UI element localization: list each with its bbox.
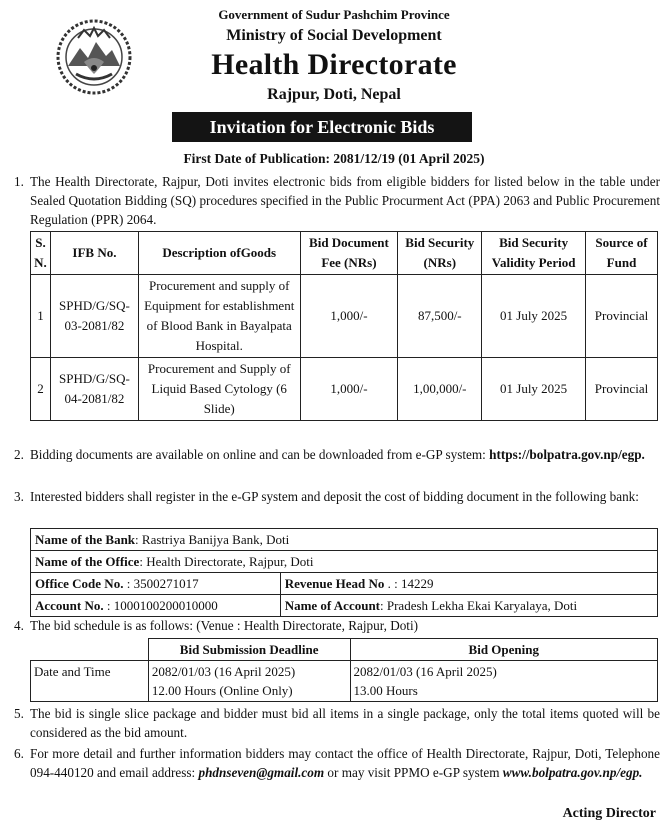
header-bid-security: Bid Security (NRs)	[398, 232, 482, 275]
bid-schedule-table	[30, 638, 658, 702]
paragraph-text: Interested bidders shall register in the e-GP system and deposit the cost of bidding document in the following bank:	[30, 489, 639, 504]
cell-validity-period: 01 July 2025	[482, 275, 586, 358]
email-link[interactable]: phdnseven@gmail.com	[198, 765, 325, 780]
ministry-title: Ministry of Social Development	[226, 27, 442, 44]
cell-document-fee: 1,000/-	[300, 358, 398, 421]
cell-bid-security: 87,500/-	[398, 275, 482, 358]
table-row	[31, 529, 658, 551]
bank-name-value: : Rastriya Banijya Bank, Doti	[135, 532, 290, 547]
opening-time: 13.00 Hours	[353, 683, 418, 698]
submission-date: 2082/01/03 (16 April 2025)	[151, 664, 296, 679]
submission-time: 12.00 Hours (Online Only)	[151, 683, 293, 698]
signatory-title: Acting Director	[562, 806, 656, 821]
bank-details-table	[30, 528, 658, 617]
cell-ifb-no: SPHD/G/SQ-03-2081/82	[50, 275, 138, 358]
paragraph-text: Bidding documents are available on online and can be downloaded from e-GP system:	[30, 447, 490, 462]
table-row	[31, 595, 658, 617]
paragraph-text: The Health Directorate, Rajpur, Doti invites electronic bids from eligible bidders for listed below in the table under Sealed Quotation Bidding (SQ) procedures specified in the Public Procurment Act (PPA) 2063 and Public Procurement Regulation (PPR) 2064.	[30, 174, 660, 227]
row-label: Date and Time	[31, 661, 149, 702]
paragraph-number: 5.	[14, 706, 24, 721]
paragraph-text: For more detail and further information bidders may contact the office of Health Directorate, Rajpur, Doti, Telephone 094-440120 and email address:	[30, 746, 660, 780]
cell-sn: 2	[31, 358, 51, 421]
cell-bid-security: 1,00,000/-	[398, 358, 482, 421]
header-submission-deadline: Bid Submission Deadline	[148, 639, 350, 661]
cell-ifb-no: SPHD/G/SQ-04-2081/82	[50, 358, 138, 421]
revenue-head-label: Revenue Head No	[284, 576, 385, 591]
header-document-fee: Bid Document Fee (NRs)	[300, 232, 398, 275]
table-row	[31, 661, 658, 702]
account-no-label: Account No.	[35, 598, 104, 613]
header-sn: S. N.	[31, 232, 51, 275]
table-row	[31, 573, 658, 595]
bank-name-label: Name of the Bank	[35, 532, 136, 547]
header-bid-opening: Bid Opening	[350, 639, 657, 661]
bid-items-table	[30, 231, 658, 421]
paragraph-4	[14, 616, 660, 635]
notice-banner: Invitation for Electronic Bids	[172, 112, 472, 142]
table-header-row	[31, 232, 658, 275]
table-row	[31, 551, 658, 573]
office-name-label: Name of the Office	[35, 554, 140, 569]
egp-link[interactable]: https://bolpatra.gov.np/egp.	[489, 447, 645, 462]
publication-date: First Date of Publication: 2081/12/19 (01 April 2025)	[183, 151, 485, 166]
table-row	[31, 358, 658, 421]
office-code-label: Office Code No.	[35, 576, 124, 591]
paragraph-text: The bid is single slice package and bidder must bid all items in a single package, only the total items quoted will be considered as the bid amount.	[30, 706, 660, 740]
paragraph-5	[14, 704, 660, 742]
revenue-head-value: . : 14229	[387, 576, 434, 591]
account-name-value: : Pradesh Lekha Ekai Karyalaya, Doti	[380, 598, 578, 613]
account-no-value: : 1000100200010000	[106, 598, 218, 613]
ppmo-link[interactable]: www.bolpatra.gov.np/egp.	[502, 765, 643, 780]
cell-source-of-fund: Provincial	[585, 358, 657, 421]
cell-sn: 1	[31, 275, 51, 358]
opening-date: 2082/01/03 (16 April 2025)	[353, 664, 497, 679]
account-name-label: Name of Account	[284, 598, 381, 613]
paragraph-2	[14, 445, 660, 464]
paragraph-number: 1.	[14, 174, 24, 189]
table-header-row	[31, 639, 658, 661]
cell-description: Procurement and Supply of Liquid Based Cytology (6 Slide)	[138, 358, 300, 421]
paragraph-number: 3.	[14, 489, 24, 504]
office-name-value: : Health Directorate, Rajpur, Doti	[139, 554, 314, 569]
paragraph-6	[14, 744, 660, 782]
paragraph-text-continued: or may visit PPMO e-GP system	[324, 765, 503, 780]
table-row	[31, 275, 658, 358]
paragraph-text: The bid schedule is as follows: (Venue : Health Directorate, Rajpur, Doti)	[30, 618, 419, 633]
header-ifb-no: IFB No.	[50, 232, 138, 275]
office-address: Rajpur, Doti, Nepal	[267, 86, 401, 103]
header-source-of-fund: Source of Fund	[585, 232, 657, 275]
office-code-value: : 3500271017	[126, 576, 199, 591]
directorate-title: Health Directorate	[211, 48, 457, 81]
cell-document-fee: 1,000/-	[300, 275, 398, 358]
paragraph-number: 2.	[14, 447, 24, 462]
paragraph-3	[14, 487, 660, 506]
cell-source-of-fund: Provincial	[585, 275, 657, 358]
cell-description: Procurement and supply of Equipment for establishment of Blood Bank in Bayalpata Hospital.	[138, 275, 300, 358]
header-description: Description ofGoods	[138, 232, 300, 275]
cell-validity-period: 01 July 2025	[482, 358, 586, 421]
header-validity-period: Bid Security Validity Period	[482, 232, 586, 275]
government-title: Government of Sudur Pashchim Province	[218, 7, 450, 22]
paragraph-number: 6.	[14, 746, 24, 761]
paragraph-1	[14, 172, 660, 229]
paragraph-number: 4.	[14, 618, 24, 633]
